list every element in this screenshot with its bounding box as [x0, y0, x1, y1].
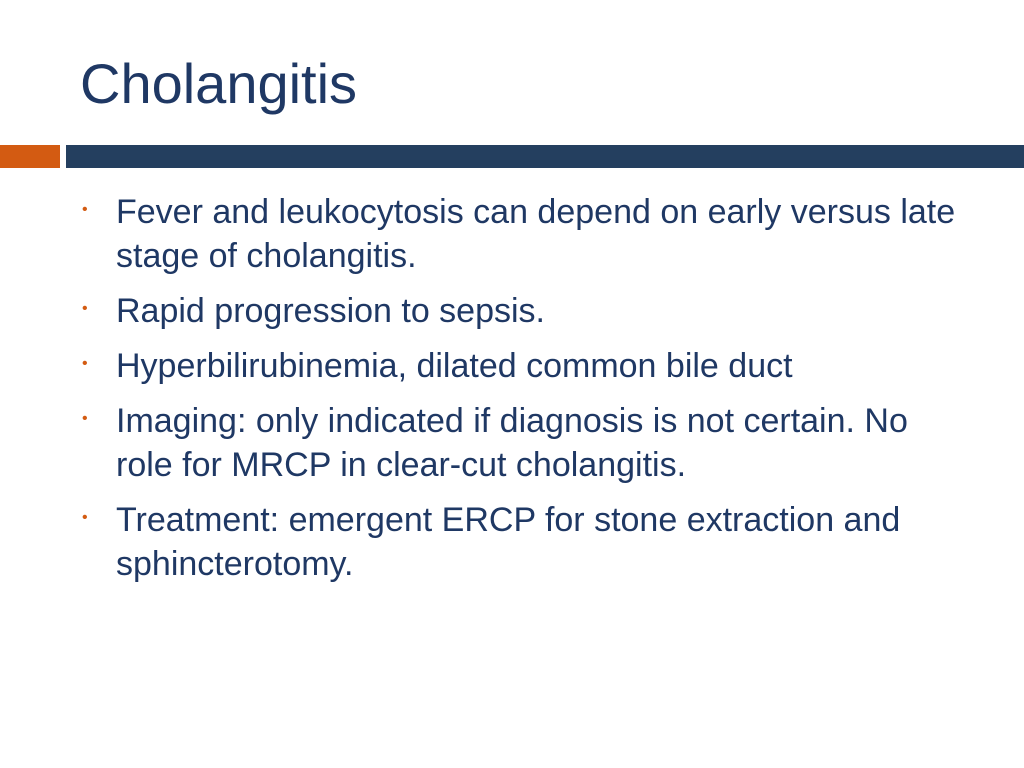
- accent-bar-navy: [66, 145, 1024, 168]
- bullet-text: Fever and leukocytosis can depend on early versus late stage of cholangitis.: [116, 193, 956, 275]
- bullet-item: [80, 344, 960, 388]
- bullet-icon: •: [82, 509, 88, 526]
- bullet-text: Hyperbilirubinemia, dilated common bile duct: [116, 347, 793, 385]
- bullet-icon: •: [82, 355, 88, 372]
- slide-title: Cholangitis: [80, 52, 358, 115]
- bullet-text: Imaging: only indicated if diagnosis is not certain. No role for MRCP in clear-cut cholangitis.: [116, 402, 908, 484]
- bullet-icon: •: [82, 300, 88, 317]
- accent-bar-orange: [0, 145, 60, 168]
- bullet-item: [80, 498, 960, 586]
- bullet-icon: •: [82, 410, 88, 427]
- bullet-text: Treatment: emergent ERCP for stone extraction and sphincterotomy.: [116, 501, 901, 583]
- bullet-item: [80, 190, 960, 278]
- bullet-item: [80, 399, 960, 487]
- bullet-icon: •: [82, 201, 88, 218]
- bullet-text: Rapid progression to sepsis.: [116, 292, 546, 330]
- bullet-item: [80, 289, 960, 333]
- bullet-list: [80, 190, 960, 597]
